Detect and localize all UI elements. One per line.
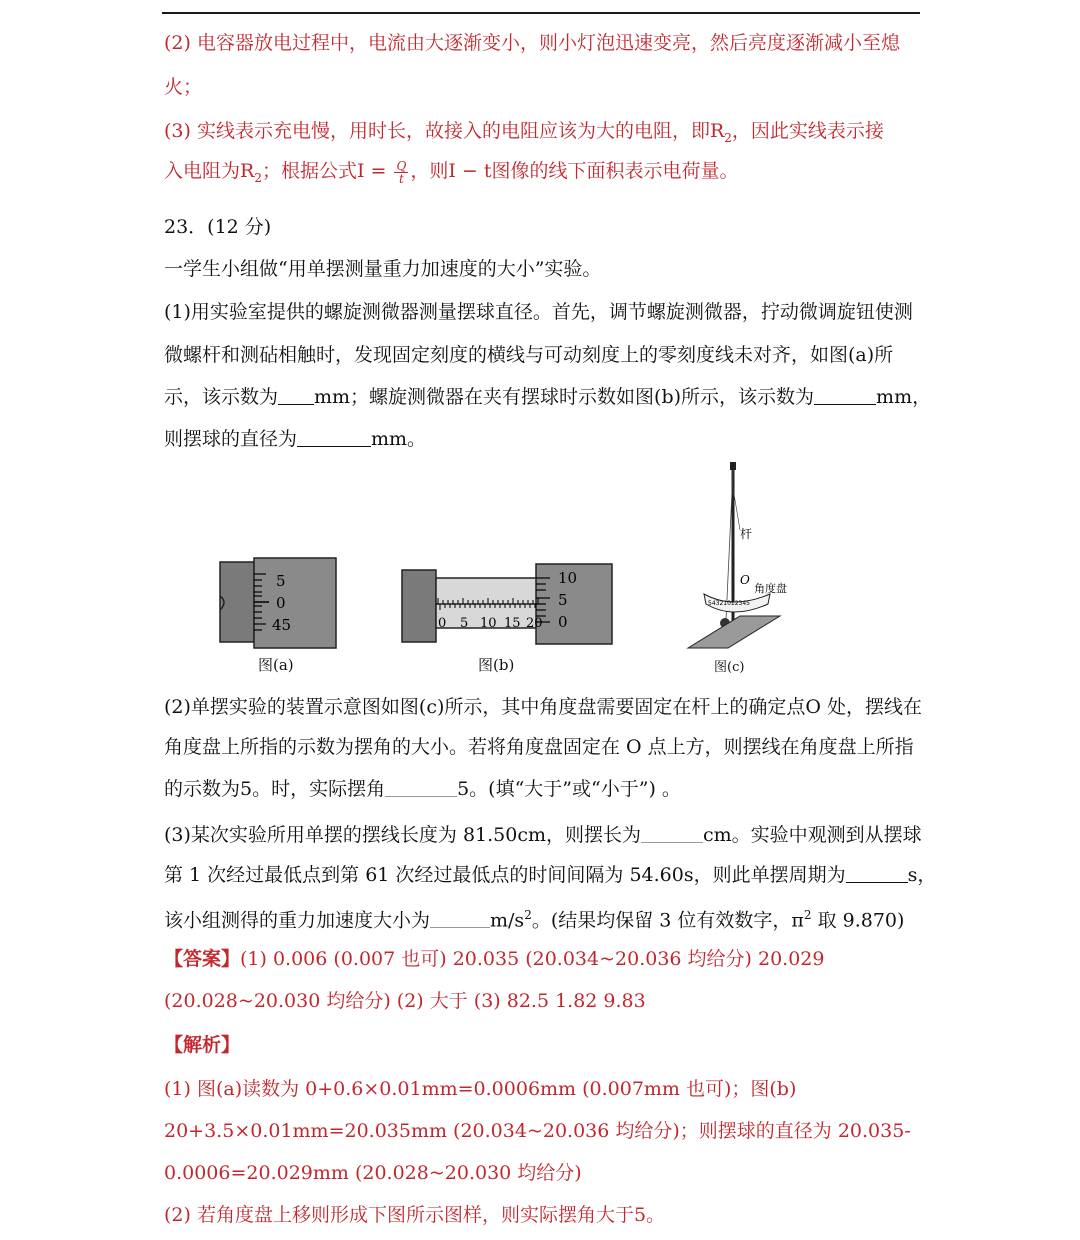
part1-line-2: 微螺杆和测砧相触时，发现固定刻度的横线与可动刻度上的零刻度线未对齐，如图(a)所 <box>164 344 894 366</box>
prev-solution-line-1: (2) 电容器放电过程中，电流由大逐渐变小，则小灯泡迅速变亮，然后亮度逐渐减小至熄 <box>164 32 900 54</box>
fig-a-tick-45: 45 <box>272 616 292 634</box>
part3-line-3: 该小组测得的重力加速度大小为 $m/s^2$。(结果均保留 3 位有效数字，$\pi^2$ 取 9.870) <box>164 908 905 932</box>
fig-c-dial-text: 54321012345 <box>708 600 750 607</box>
question-intro: 一学生小组做“用单摆测量重力加速度的大小”实验。 <box>164 258 602 280</box>
figure-b-micrometer <box>400 560 620 650</box>
blank-gravity <box>430 909 490 928</box>
part1-line-4: 则摆球的直径为 mm。 <box>164 428 427 450</box>
question-number: 23．(12 分) <box>164 216 272 238</box>
figure-c-caption: 图(c) <box>714 660 745 675</box>
prev-solution-line-2: 火； <box>164 76 203 98</box>
analysis-line-3: 0.0006=20.029mm (20.028~20.030 均给分) <box>164 1162 582 1184</box>
fig-c-point-o: O <box>740 573 750 587</box>
fig-b-thimble-0: 0 <box>558 613 568 631</box>
figure-a-caption: 图(a) <box>258 656 294 674</box>
part3-line-2: 第 1 次经过最低点到第 61 次经过最低点的时间间隔为 54.60s，则此单摆周期为 s， <box>164 864 937 886</box>
blank-a-reading <box>278 386 314 405</box>
fig-b-thimble-10: 10 <box>558 569 578 587</box>
answer-line-2: (20.028~20.030 均给分) (2) 大于 (3) 82.5 1.82 9.83 <box>164 990 646 1012</box>
fig-b-main-5: 5 <box>460 616 469 631</box>
blank-length <box>641 824 703 843</box>
analysis-label: 【解析】 <box>164 1034 241 1056</box>
fig-b-main-0: 0 <box>438 616 447 631</box>
fig-a-tick-0: 0 <box>276 594 286 612</box>
blank-period <box>846 864 908 883</box>
fig-c-rod-label: 杆 <box>740 527 753 541</box>
analysis-line-1: (1) 图(a)读数为 0+0.6×0.01mm=0.0006mm (0.007mm 也可)；图(b) <box>164 1078 797 1100</box>
part3-line-1: (3)某次实验所用单摆的摆线长度为 81.50cm，则摆长为 cm。实验中观测到从摆球 <box>164 824 922 846</box>
analysis-line-2: 20+3.5×0.01mm=20.035mm (20.034~20.036 均给分)；则摆球的直径为 20.035- <box>164 1120 911 1142</box>
blank-b-reading <box>814 386 876 405</box>
part2-line-2: 角度盘上所指的示数为摆角的大小。若将角度盘固定在 O 点上方，则摆线在角度盘上所指 <box>164 736 914 758</box>
fig-a-tick-5: 5 <box>276 572 286 590</box>
analysis-line-4: (2) 若角度盘上移则形成下图所示图样，则实际摆角大于5。 <box>164 1204 666 1226</box>
part1-line-1: (1)用实验室提供的螺旋测微器测量摆球直径。首先，调节螺旋测微器，拧动微调旋钮使测 <box>164 301 913 323</box>
fig-b-main-20: 20 <box>526 616 543 631</box>
answer-label: 【答案】 <box>164 948 241 970</box>
fig-c-dial-label: 角度盘 <box>754 582 787 595</box>
fraction-q-over-t: $\frac{Q}{t}$ <box>396 158 407 186</box>
blank-diameter <box>297 428 371 447</box>
figure-c-pendulum <box>680 460 800 660</box>
part2-line-3: 的示数为5。时，实际摆角 5。(填“大于”或“小于”) 。 <box>164 778 681 800</box>
part2-line-1: (2)单摆实验的装置示意图如图(c)所示，其中角度盘需要固定在杆上的确定点O 处，摆线在 <box>164 696 922 718</box>
fig-b-main-10: 10 <box>480 616 497 631</box>
part1-line-3: 示，该示数为 mm；螺旋测微器在夹有摆球时示数如图(b)所示，该示数为 mm， <box>164 386 932 408</box>
figure-b-caption: 图(b) <box>478 656 515 674</box>
fig-b-thimble-5: 5 <box>558 591 568 609</box>
fig-b-main-15: 15 <box>504 616 521 631</box>
blank-angle <box>385 778 457 797</box>
prev-solution-line-3: (3) 实线表示充电慢，用时长，故接入的电阻应该为大的电阻，即$R_2$，因此实线表示接 <box>164 120 884 145</box>
prev-solution-line-4: 入电阻为$R_2$；根据公式I = $\frac{Q}{t}$ ，则I − t图像的线下面积表示电荷量。 <box>164 158 739 186</box>
top-rule <box>162 12 920 14</box>
answer-line-1: 【答案】(1) 0.006 (0.007 也可) 20.035 (20.034~20.036 均给分) 20.029 <box>164 948 825 970</box>
